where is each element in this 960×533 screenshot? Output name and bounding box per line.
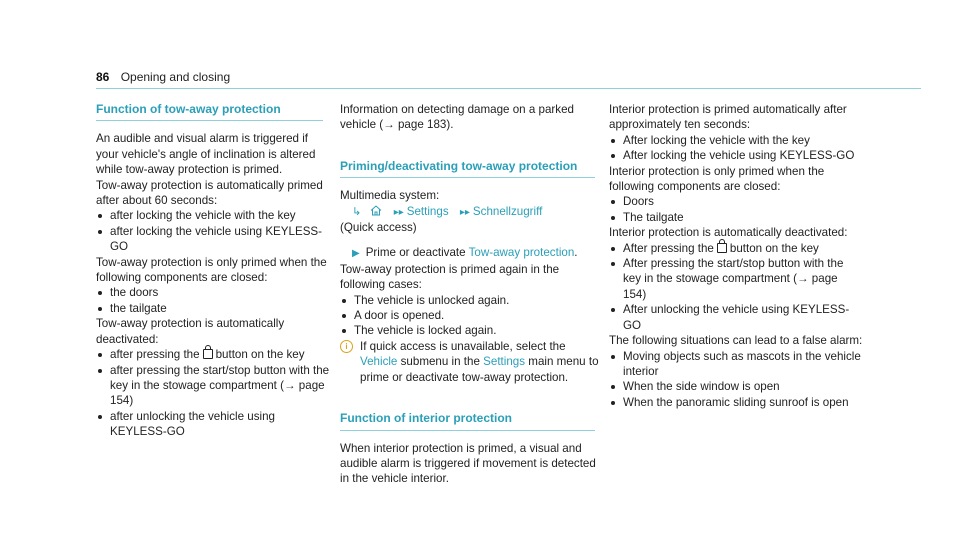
primed-again-list	[340, 293, 600, 339]
list-item: The vehicle is locked again.	[340, 323, 600, 338]
bullet-icon	[98, 291, 102, 295]
bullet-icon	[98, 369, 102, 373]
false-alarm-list	[609, 349, 864, 411]
heading-interior-function: Function of interior protection	[340, 407, 595, 430]
tow-away-intro: An audible and visual alarm is triggered if your vehicle's angle of inclination is altered while tow-away protection is primed.	[96, 132, 316, 177]
list-item: after locking the vehicle with the key	[96, 208, 331, 223]
menu-settings-link[interactable]: Settings	[406, 204, 449, 218]
interior-primed-list	[609, 133, 864, 164]
interior-primed-auto: Interior protection is primed automatically after approximately ten seconds:	[609, 103, 847, 132]
list-item: After locking the vehicle using KEYLESS-GO	[609, 148, 864, 163]
tow-away-auto-deactivated: Tow-away protection is automatically deactivated:	[96, 317, 285, 346]
list-item: after locking the vehicle using KEYLESS-GO	[96, 224, 331, 255]
bullet-icon	[611, 139, 615, 143]
list-item: After unlocking the vehicle using KEYLESS-GO	[609, 302, 864, 333]
heading-priming-tow-away: Priming/deactivating tow-away protection	[340, 155, 595, 178]
step-instruction: ▶ Prime or deactivate Tow-away protection.	[352, 246, 578, 260]
settings-menu-link[interactable]: Settings	[483, 355, 526, 369]
bullet-icon	[611, 308, 615, 312]
list-item: After pressing the button on the key	[609, 241, 864, 256]
list-item: The tailgate	[609, 210, 864, 225]
auto-prime-list	[96, 208, 331, 254]
list-item: After locking the vehicle with the key	[609, 133, 864, 148]
menu-schnellzugriff-link[interactable]: Schnellzugriff	[472, 204, 543, 218]
primed-again-text: Tow-away protection is primed again in the following cases:	[340, 262, 560, 292]
double-chevron-icon: ▸▸	[459, 206, 470, 218]
bullet-icon	[611, 200, 615, 204]
multimedia-label: Multimedia system:	[340, 189, 440, 203]
bullet-icon	[611, 247, 615, 251]
home-icon[interactable]	[370, 205, 382, 216]
interior-text: When interior protection is primed, a visual and audible alarm is triggered if movement is detected in the vehicle interior.	[340, 441, 596, 486]
quick-access-label: (Quick access)	[340, 221, 417, 235]
bullet-icon	[98, 415, 102, 419]
bullet-icon	[342, 299, 346, 303]
deactivation-list	[96, 347, 331, 439]
info-icon: i	[340, 340, 353, 353]
list-item: The vehicle is unlocked again.	[340, 293, 600, 308]
header-divider	[96, 88, 921, 89]
play-arrow-icon: ▶	[352, 248, 360, 260]
parked-damage-info: Information on detecting damage on a parked vehicle (→ page 183).	[340, 103, 574, 132]
column-3	[609, 102, 864, 410]
tow-away-auto-prime: Tow-away protection is automatically primed after about 60 seconds:	[96, 178, 323, 208]
list-item: the tailgate	[96, 301, 331, 316]
section-title: Opening and closing	[120, 70, 231, 84]
list-item: When the side window is open	[609, 379, 864, 394]
components-list	[96, 285, 331, 316]
bullet-icon	[611, 154, 615, 158]
bullet-icon	[611, 355, 615, 359]
unlock-icon	[717, 243, 727, 253]
return-arrow-icon: ↳	[352, 205, 362, 218]
column-1	[96, 98, 331, 440]
list-item: When the panoramic sliding sunroof is open	[609, 395, 864, 410]
false-alarm-text: The following situations can lead to a false alarm:	[609, 334, 863, 348]
bullet-icon	[98, 353, 102, 357]
unlock-icon	[203, 349, 213, 359]
menu-path	[340, 204, 600, 220]
page-header	[96, 70, 230, 84]
interior-only-primed: Interior protection is only primed when the following components are closed:	[609, 164, 825, 194]
bullet-icon	[611, 216, 615, 220]
page-number: 86	[96, 70, 110, 84]
list-item: A door is opened.	[340, 308, 600, 323]
list-item: After pressing the start/stop button with the key in the stowage compartment (→ page 154)	[609, 256, 864, 302]
bullet-icon	[98, 230, 102, 234]
list-item: Doors	[609, 194, 864, 209]
list-item: Moving objects such as mascots in the vehicle interior	[609, 349, 864, 380]
bullet-icon	[342, 329, 346, 333]
vehicle-submenu-link[interactable]: Vehicle	[360, 355, 398, 369]
double-chevron-icon: ▸▸	[393, 206, 404, 218]
heading-tow-away-function: Function of tow-away protection	[96, 98, 323, 121]
tow-away-protection-link[interactable]: Tow-away protection	[468, 246, 575, 260]
bullet-icon	[342, 314, 346, 318]
interior-components-list	[609, 194, 864, 225]
tow-away-only-primed: Tow-away protection is only primed when the following components are closed:	[96, 255, 327, 285]
bullet-icon	[611, 401, 615, 405]
bullet-icon	[98, 214, 102, 218]
list-item: after unlocking the vehicle using KEYLESS-GO	[96, 409, 331, 440]
bullet-icon	[611, 262, 615, 266]
bullet-icon	[98, 307, 102, 311]
interior-auto-deact: Interior protection is automatically deactivated:	[609, 226, 848, 240]
column-2	[340, 102, 600, 487]
interior-deact-list	[609, 241, 864, 333]
list-item: the doors	[96, 285, 331, 300]
list-item: after pressing the button on the key	[96, 347, 331, 362]
bullet-icon	[611, 385, 615, 389]
list-item: after pressing the start/stop button with the key in the stowage compartment (→ page 154)	[96, 363, 331, 409]
note: i If quick access is unavailable, select the Vehicle submenu in the Settings main menu to prime or deactivate tow-away protection.	[340, 339, 600, 385]
